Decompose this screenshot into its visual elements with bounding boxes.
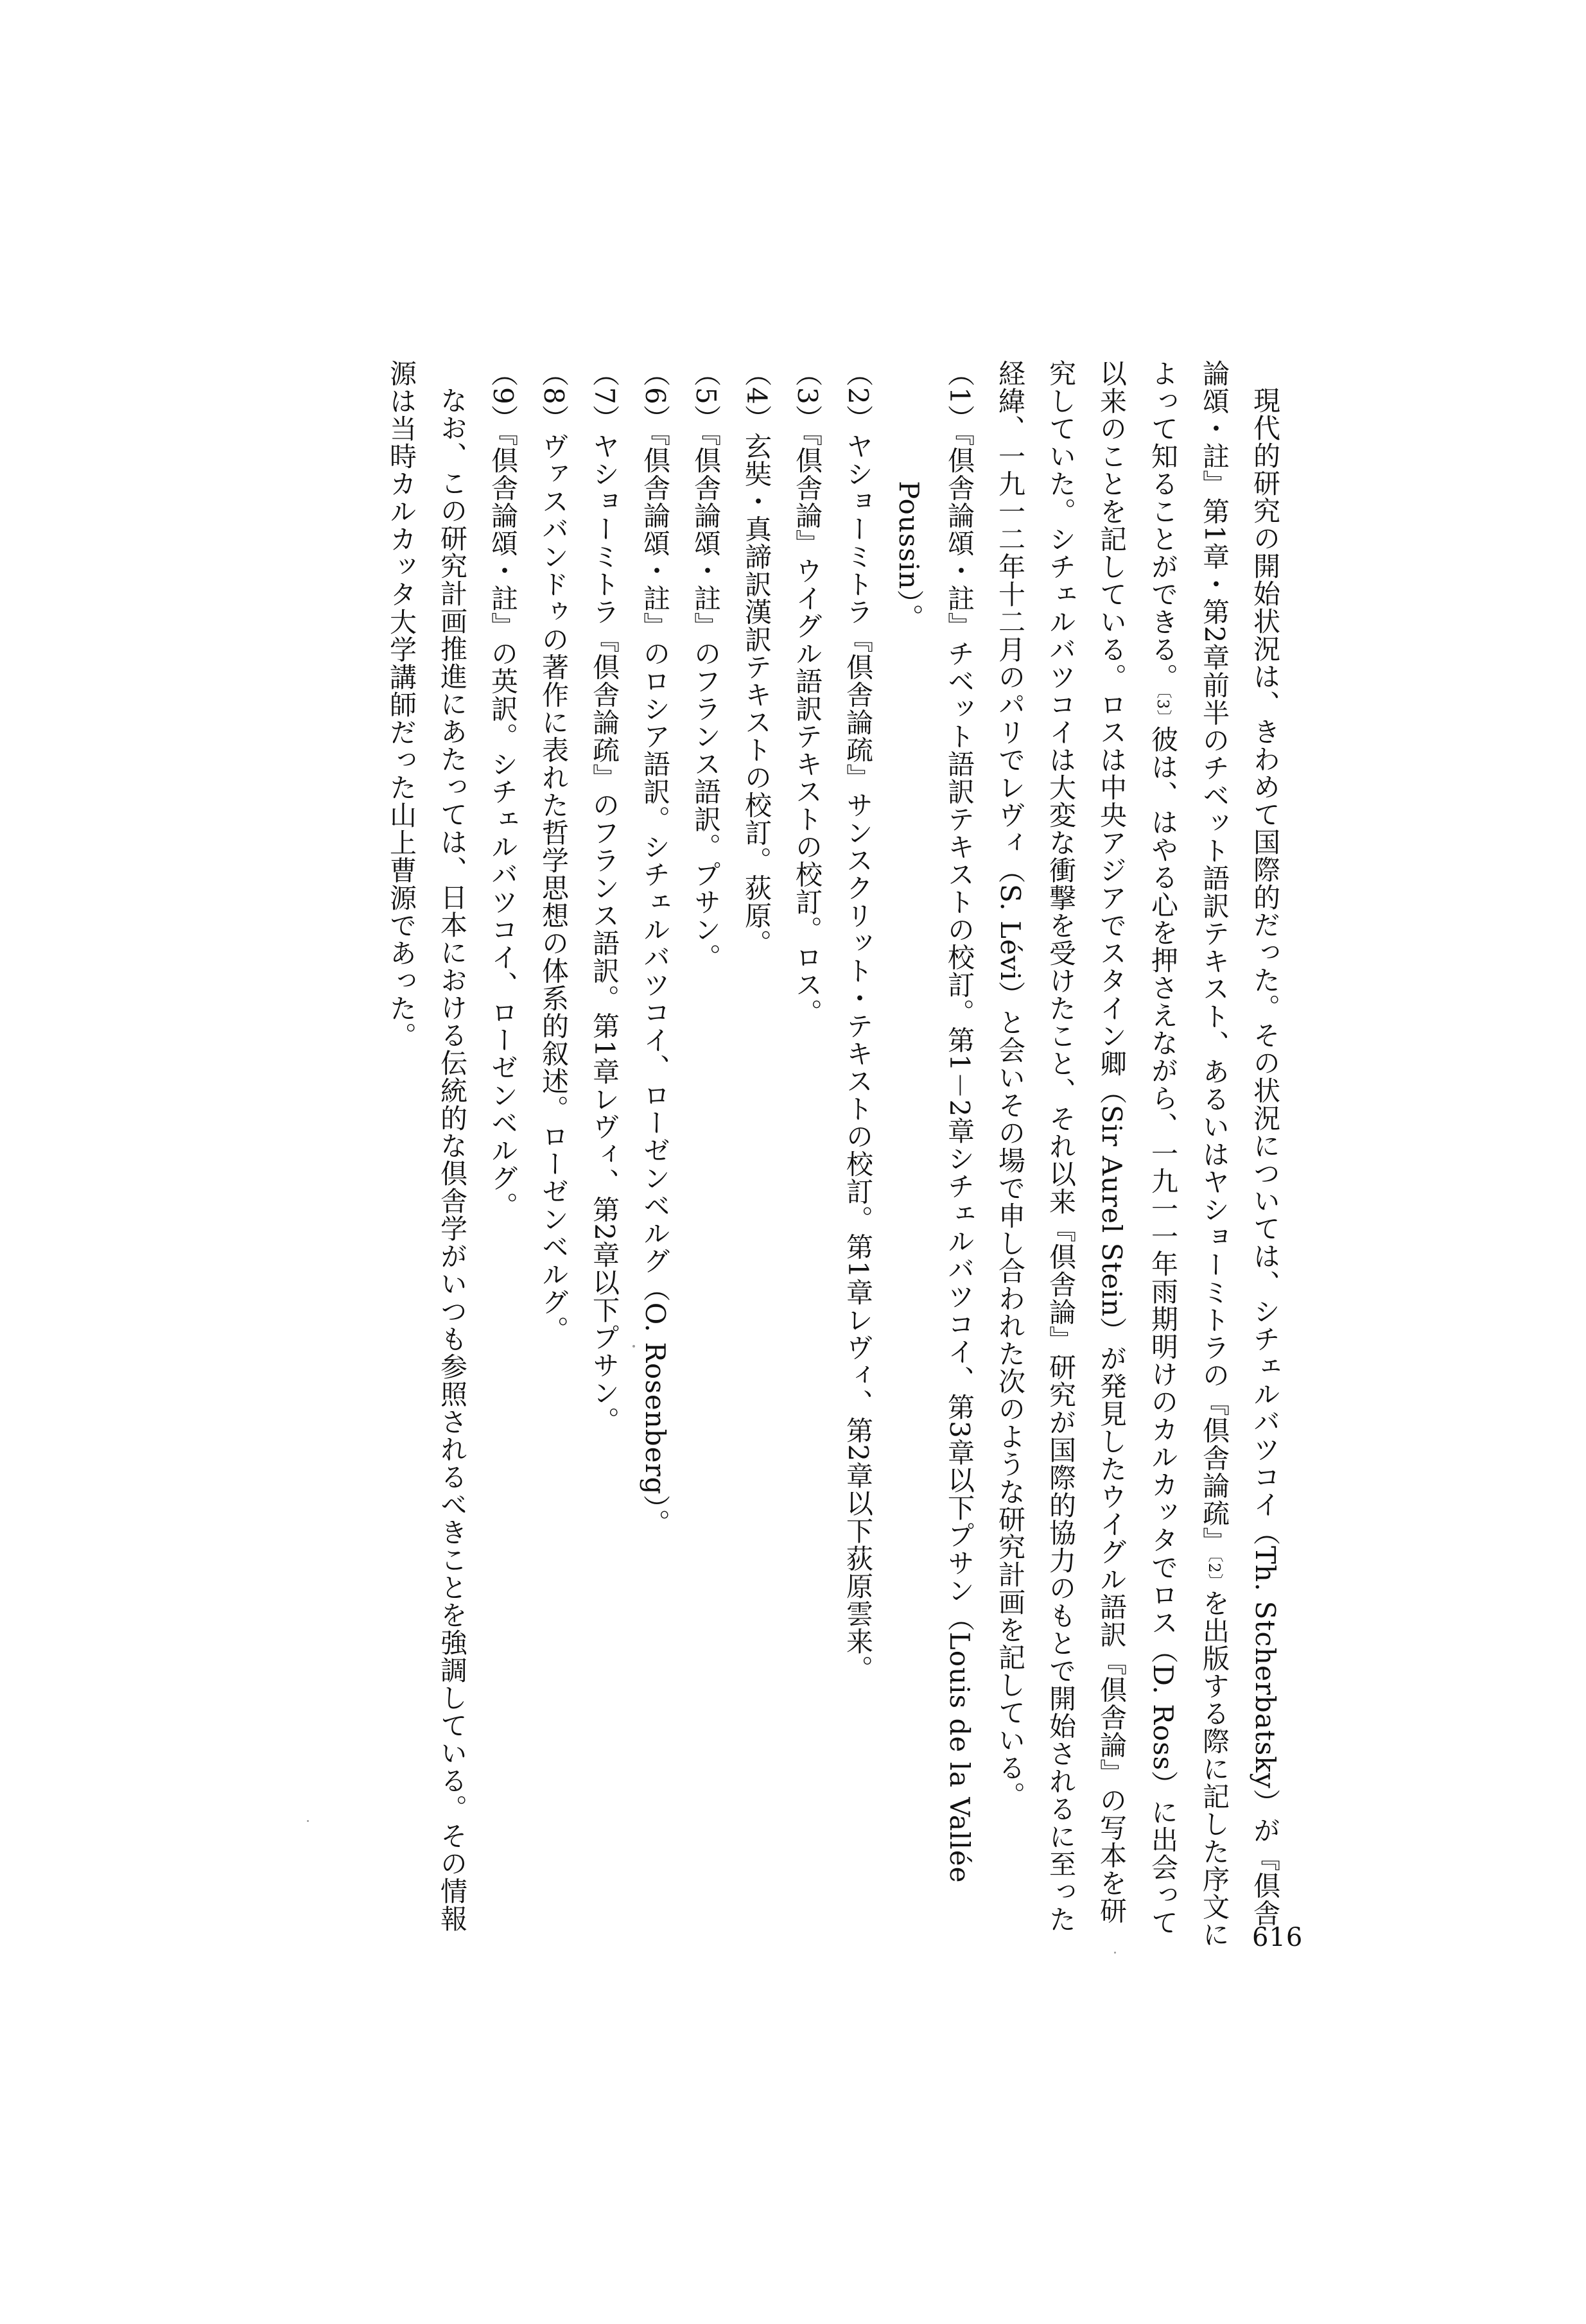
vertical-text-body <box>376 360 1291 1952</box>
paragraph-opening-part-2: を出版する際に記した序文によって知ることができる。 <box>1147 360 1230 1948</box>
list-item-5: （5）『倶舎論頌・註』のフランス語訳。プサン。 <box>690 360 722 971</box>
paragraph-opening-part-1: 現代的研究の開始状況は、きわめて国際的だった。その状況については、シチェルバツコイ（Th. Stcherbatsky）が『倶舎論頌・註』第1章・第2章前半のチベット語訳テキスト、あるいはヤショーミトラの『倶舎論疏』 <box>1199 360 1281 1927</box>
paragraph-closing: なお、この研究計画推進にあたっては、日本における伝統的な倶舎学がいつも参照されるべきことを強調している。その情報源は当時カルカッタ大学講師だった山上曹源であった。 <box>386 360 468 1932</box>
paragraph-opening-part-3: 彼は、はやる心を押さえながら、一九一一年雨期明けのカルカッタでロス（D. Ross）に出会って以来のことを記している。ロスは中央アジアでスタイン卿（Sir Aurel Stein）が発見したウイグル語訳『倶舎論』の写本を研究していた。シチェルバツコイは大変な衝撃を受けたこと、それ以来『倶舎論』研究が国際的協力のもとで開始されるに至った経緯、一九一二年十二月のパリでレヴィ（S. Lévi）と会いその場で申し合われた次のような研究計画を記している。 <box>995 360 1179 1937</box>
paragraph-opening <box>985 360 1291 1952</box>
scan-speck <box>307 1820 309 1822</box>
list-item-1: （1）『倶舎論頌・註』チベット語訳テキストの校訂。第1－2章シチェルバツコイ、第3章以下プサン（Louis de la Vallée Poussin）。 <box>893 360 975 1884</box>
list-item-3: （3）『倶舎論』ウイグル語訳テキストの校訂。ロス。 <box>792 360 823 1027</box>
list-item-2: （2）ヤショーミトラ『倶舎論疏』サンスクリット・テキストの校訂。第1章レヴィ、第2章以下荻原雲来。 <box>842 360 874 1683</box>
list-item-6: （6）『倶舎論頌・註』のロシア語訳。シチェルバツコイ、ローゼンベルグ（O. Rosenberg）。 <box>640 360 671 1537</box>
scan-speck <box>632 1345 635 1348</box>
scan-speck <box>1114 1952 1116 1954</box>
note-ref-2: 〔2〕 <box>1205 1554 1223 1590</box>
list-item-8: （8）ヴァスバンドゥの著作に表れた哲学思想の体系的叙述。ローゼンベルグ。 <box>538 360 570 1344</box>
note-ref-3: 〔3〕 <box>1154 691 1172 726</box>
page-number: 616 <box>1252 1923 1303 1952</box>
list-item-9: （9）『倶舎論頌・註』の英訳。シチェルバツコイ、ローゼンベルグ。 <box>487 360 519 1220</box>
list-item-7: （7）ヤショーミトラ『倶舎論疏』のフランス語訳。第1章レヴィ、第2章以下プサン。 <box>589 360 620 1435</box>
list-item-4: （4）玄奘・真諦訳漢訳テキストの校訂。荻原。 <box>741 360 772 957</box>
